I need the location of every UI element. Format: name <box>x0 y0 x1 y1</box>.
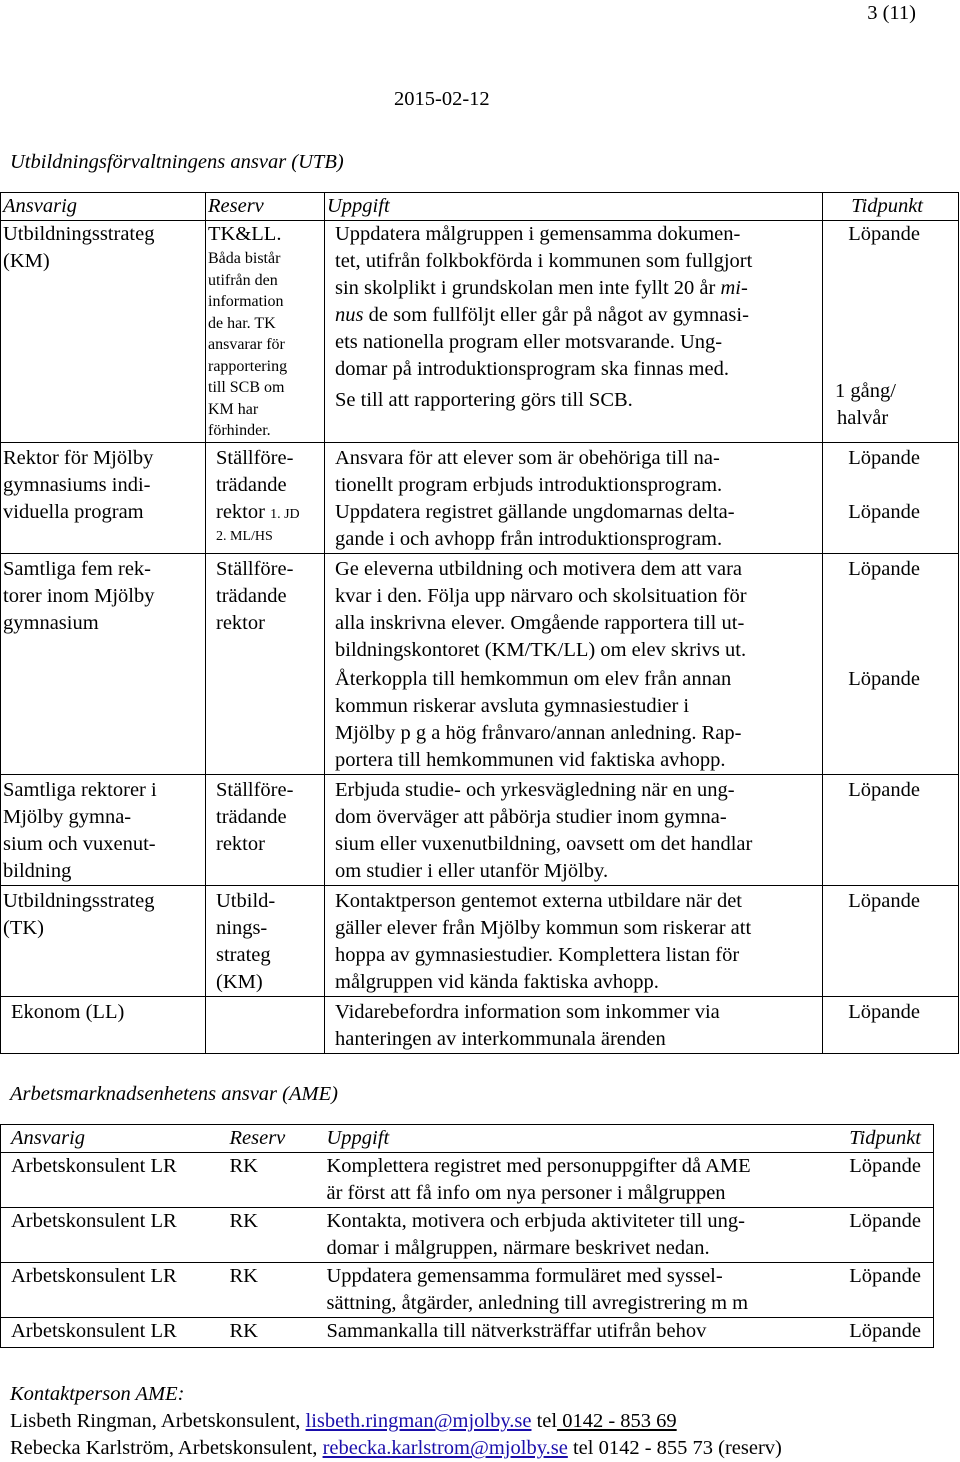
contact-title: Kontaktperson AME: <box>10 1383 185 1405</box>
cell-text: hoppa av gymnasiestudier. Komplettera listan för <box>335 943 740 966</box>
ame-header-row <box>1 1125 934 1153</box>
cell-text: rektor <box>216 611 265 634</box>
contact-line <box>10 1435 782 1462</box>
cell-text: sin skolplikt i grundskolan men inte fyllt 20 år mi- <box>335 277 748 299</box>
uppgift-cell <box>317 1318 819 1348</box>
cell-text: Uppdatera gemensamma formuläret med syssel- <box>326 1265 723 1287</box>
cell-text: sium eller vuxenutbildning, oavsett om det handlar <box>335 832 753 855</box>
table-row <box>1 885 959 996</box>
header-ansvarig: Ansvarig <box>1 193 206 221</box>
cell-text: utifrån den <box>208 271 278 289</box>
ansvarig-cell <box>1 442 206 553</box>
cell-text: dom överväger att påbörja studier inom gymna- <box>335 805 727 828</box>
cell-text: Båda bistår <box>208 250 281 267</box>
reserv-cell: RK <box>220 1153 317 1208</box>
tidpunkt-cell <box>823 774 959 885</box>
tidpunkt-cell: Löpande <box>819 1208 934 1263</box>
cell-text: Erbjuda studie- och yrkesvägledning när en ung- <box>335 778 735 801</box>
uppgift-cell <box>317 1208 819 1263</box>
reserv-note <box>208 248 324 442</box>
uppgift-cell <box>325 774 823 885</box>
ansvarig-cell <box>1 221 206 443</box>
cell-text: Uppdatera registret gällande ungdomarnas delta- <box>335 500 735 523</box>
table-row <box>1 1208 934 1263</box>
reserv-cell: RK <box>220 1318 317 1348</box>
cell-text: rapportering <box>208 357 288 375</box>
cell-text: bildning <box>3 859 72 882</box>
uppgift-cell <box>325 553 823 774</box>
cell-text: Ansvara för att elever som är obehöriga till na- <box>335 446 720 469</box>
cell-text: Kontaktperson gentemot externa utbildare när det <box>335 889 743 912</box>
cell-text: sium och vuxenut- <box>3 832 156 855</box>
cell-text: Löpande <box>848 667 920 690</box>
cell-text: tionellt program erbjuds introduktionsprogram. <box>335 473 723 496</box>
header-uppgift: Uppgift <box>325 193 823 221</box>
cell-text: de har. TK <box>208 314 276 332</box>
cell-text: nings- <box>216 916 268 939</box>
reserv-cell <box>206 553 325 774</box>
uppgift-cell <box>325 885 823 996</box>
cell-text: Ställföre- <box>216 446 294 469</box>
cell-text: kvar i den. Följa upp närvaro och skolsituation för <box>335 584 747 607</box>
reserv-cell <box>206 442 325 553</box>
cell-text: Sammankalla till nätverksträffar utifrån behov <box>326 1320 707 1342</box>
cell-text: Utbildningsstrateg <box>3 889 155 912</box>
uppgift-cell <box>317 1263 819 1318</box>
ansvarig-cell: Arbetskonsulent LR <box>1 1208 220 1263</box>
cell-text: domar på introduktionsprogram ska finnas med. <box>335 358 729 380</box>
tidpunkt-cell <box>823 996 959 1053</box>
cell-text: hanteringen av interkommunala ärenden <box>335 1027 666 1050</box>
ansvarig-cell <box>1 996 206 1053</box>
table-row <box>1 774 959 885</box>
header-reserv: Reserv <box>206 193 325 221</box>
document-date: 2015-02-12 <box>394 88 490 110</box>
cell-text: Löpande <box>848 889 920 912</box>
tidpunkt-cell: Löpande <box>819 1153 934 1208</box>
cell-text: ansvarar för <box>208 336 285 353</box>
utb-table <box>0 192 959 1054</box>
cell-text: om studier i eller utanför Mjölby. <box>335 859 609 882</box>
contact-name: Lisbeth Ringman, Arbetskonsulent, <box>10 1410 306 1432</box>
cell-text: Uppdatera målgruppen i gemensamma dokumen- <box>335 223 741 245</box>
utb-header-row <box>1 193 959 221</box>
cell-text: Återkoppla till hemkommun om elev från annan <box>335 667 732 690</box>
cell-text: Ge eleverna utbildning och motivera dem att vara <box>335 557 742 580</box>
cell-text: till SCB om <box>208 379 285 396</box>
table-row <box>1 221 959 443</box>
contact-phone: 0142 - 855 73 <box>593 1437 714 1459</box>
uppgift-cell <box>317 1153 819 1208</box>
cell-text: tet, utifrån folkbokförda i kommunen som fullgjort <box>335 250 753 272</box>
cell-text: 1 gång/ <box>835 380 896 402</box>
table-row <box>1 1153 934 1208</box>
cell-text: gymnasiums indi- <box>3 473 151 496</box>
cell-text: Samtliga fem rek- <box>3 557 152 580</box>
reserv-cell <box>206 996 325 1053</box>
ansvarig-cell <box>1 553 206 774</box>
cell-text: trädande <box>216 473 287 496</box>
contact-phone: 0142 - 853 69 <box>557 1410 677 1432</box>
ansvarig-cell: Arbetskonsulent LR <box>1 1263 220 1318</box>
contact-line <box>10 1408 782 1435</box>
cell-text: Löpande <box>848 778 920 801</box>
contact-tel-label: tel <box>567 1437 594 1459</box>
header-ansvarig: Ansvarig <box>1 1125 220 1153</box>
cell-text: Löpande <box>848 223 920 245</box>
tidpunkt-cell <box>823 885 959 996</box>
cell-text: gande i och avhopp från introduktionsprogram. <box>335 527 723 550</box>
reserv-cell: RK <box>220 1208 317 1263</box>
cell-text: alla inskrivna elever. Omgående rapportera till ut- <box>335 611 745 634</box>
header-reserv: Reserv <box>220 1125 317 1153</box>
cell-text: kommun riskerar avsluta gymnasiestudier i <box>335 694 690 717</box>
tidpunkt-cell: Löpande <box>819 1318 934 1348</box>
cell-text: Löpande <box>848 500 920 523</box>
cell-text: Mjölby p g a hög frånvaro/annan anledning. Rap- <box>335 721 742 744</box>
cell-text: Komplettera registret med personuppgifter då AME <box>326 1155 751 1177</box>
uppgift-cell <box>325 996 823 1053</box>
uppgift-cell <box>325 221 823 443</box>
cell-text: rektor <box>216 832 265 855</box>
ansvarig-cell <box>1 774 206 885</box>
cell-text: nus de som fullföljt eller går på något av gymnasi- <box>335 304 749 326</box>
cell-text: gymnasium <box>3 611 99 634</box>
contact-email-link[interactable]: lisbeth.ringman@mjolby.se <box>305 1410 532 1432</box>
cell-text: Löpande <box>848 557 920 580</box>
reserv-cell <box>206 221 325 443</box>
cell-text: halvår <box>837 407 889 429</box>
tidpunkt-cell <box>823 442 959 553</box>
cell-text: Se till att rapportering görs till SCB. <box>335 389 633 411</box>
cell-text: Ekonom (LL) <box>11 1000 125 1023</box>
ame-section-title: Arbetsmarknadsenhetens ansvar (AME) <box>10 1083 338 1105</box>
utb-section-title: Utbildningsförvaltningens ansvar (UTB) <box>10 151 344 173</box>
header-uppgift: Uppgift <box>317 1125 819 1153</box>
reserv-cell: RK <box>220 1263 317 1318</box>
cell-text: trädande <box>216 584 287 607</box>
cell-text: information <box>208 293 284 310</box>
cell-text: är först att få info om nya personer i målgruppen <box>326 1182 726 1204</box>
cell-text: (KM) <box>3 250 50 272</box>
table-row <box>1 1318 934 1348</box>
contact-tel-label: tel <box>531 1410 558 1432</box>
cell-text: gäller elever från Mjölby kommun som riskerar att <box>335 916 752 939</box>
reserv-cell <box>206 885 325 996</box>
header-tidpunkt: Tidpunkt <box>819 1125 934 1153</box>
page-number: 3 (11) <box>867 2 916 24</box>
cell-text: 2. ML/HS <box>216 528 273 544</box>
cell-text: Vidarebefordra information som inkommer via <box>335 1000 720 1023</box>
cell-text: torer inom Mjölby <box>3 584 155 607</box>
cell-text: Ställföre- <box>216 557 294 580</box>
contact-suffix: (reserv) <box>713 1437 782 1459</box>
cell-text: (TK) <box>3 916 44 939</box>
cell-text: Utbild- <box>216 889 276 912</box>
cell-text: viduella program <box>3 500 144 523</box>
cell-text: Utbildningsstrateg <box>3 223 155 245</box>
table-row <box>1 442 959 553</box>
contact-name: Rebecka Karlström, Arbetskonsulent, <box>10 1437 323 1459</box>
cell-text: förhinder. <box>208 422 271 439</box>
cell-text: målgruppen vid kända faktiska avhopp. <box>335 970 659 993</box>
cell-text: domar i målgruppen, närmare beskrivet nedan. <box>326 1237 710 1259</box>
table-row <box>1 1263 934 1318</box>
tidpunkt-cell <box>823 553 959 774</box>
table-row <box>1 996 959 1053</box>
contact-block <box>10 1381 782 1462</box>
uppgift-cell <box>325 442 823 553</box>
ame-table <box>0 1124 934 1348</box>
reserv-cell <box>206 774 325 885</box>
cell-text: strateg <box>216 943 271 966</box>
cell-text: Ställföre- <box>216 778 294 801</box>
tidpunkt-cell <box>823 221 959 443</box>
header-tidpunkt: Tidpunkt <box>823 193 959 221</box>
cell-text: KM har <box>208 400 259 418</box>
contact-email-link[interactable]: rebecka.karlstrom@mjolby.se <box>322 1437 568 1459</box>
cell-text: Samtliga rektorer i <box>3 778 157 801</box>
ansvarig-cell: Arbetskonsulent LR <box>1 1318 220 1348</box>
cell-text: (KM) <box>216 970 263 993</box>
cell-text: Löpande <box>848 446 920 469</box>
cell-text: ets nationella program eller motsvarande. Ung- <box>335 331 723 353</box>
cell-text: 1. JD <box>270 506 300 522</box>
ansvarig-cell <box>1 885 206 996</box>
cell-text: rektor <box>216 500 265 523</box>
cell-text: TK&LL. <box>208 223 282 245</box>
cell-text: Mjölby gymna- <box>3 805 132 828</box>
cell-text: sättning, åtgärder, anledning till avregistrering m m <box>326 1292 749 1314</box>
cell-text: portera till hemkommunen vid faktiska avhopp. <box>335 748 726 771</box>
cell-text: trädande <box>216 805 287 828</box>
tidpunkt-cell: Löpande <box>819 1263 934 1318</box>
cell-text: Rektor för Mjölby <box>3 446 154 469</box>
cell-text: bildningskontoret (KM/TK/LL) om elev skrivs ut. <box>335 638 747 661</box>
ansvarig-cell: Arbetskonsulent LR <box>1 1153 220 1208</box>
cell-text: Löpande <box>848 1000 920 1023</box>
table-row <box>1 553 959 774</box>
cell-text: Kontakta, motivera och erbjuda aktiviteter till ung- <box>326 1210 745 1232</box>
